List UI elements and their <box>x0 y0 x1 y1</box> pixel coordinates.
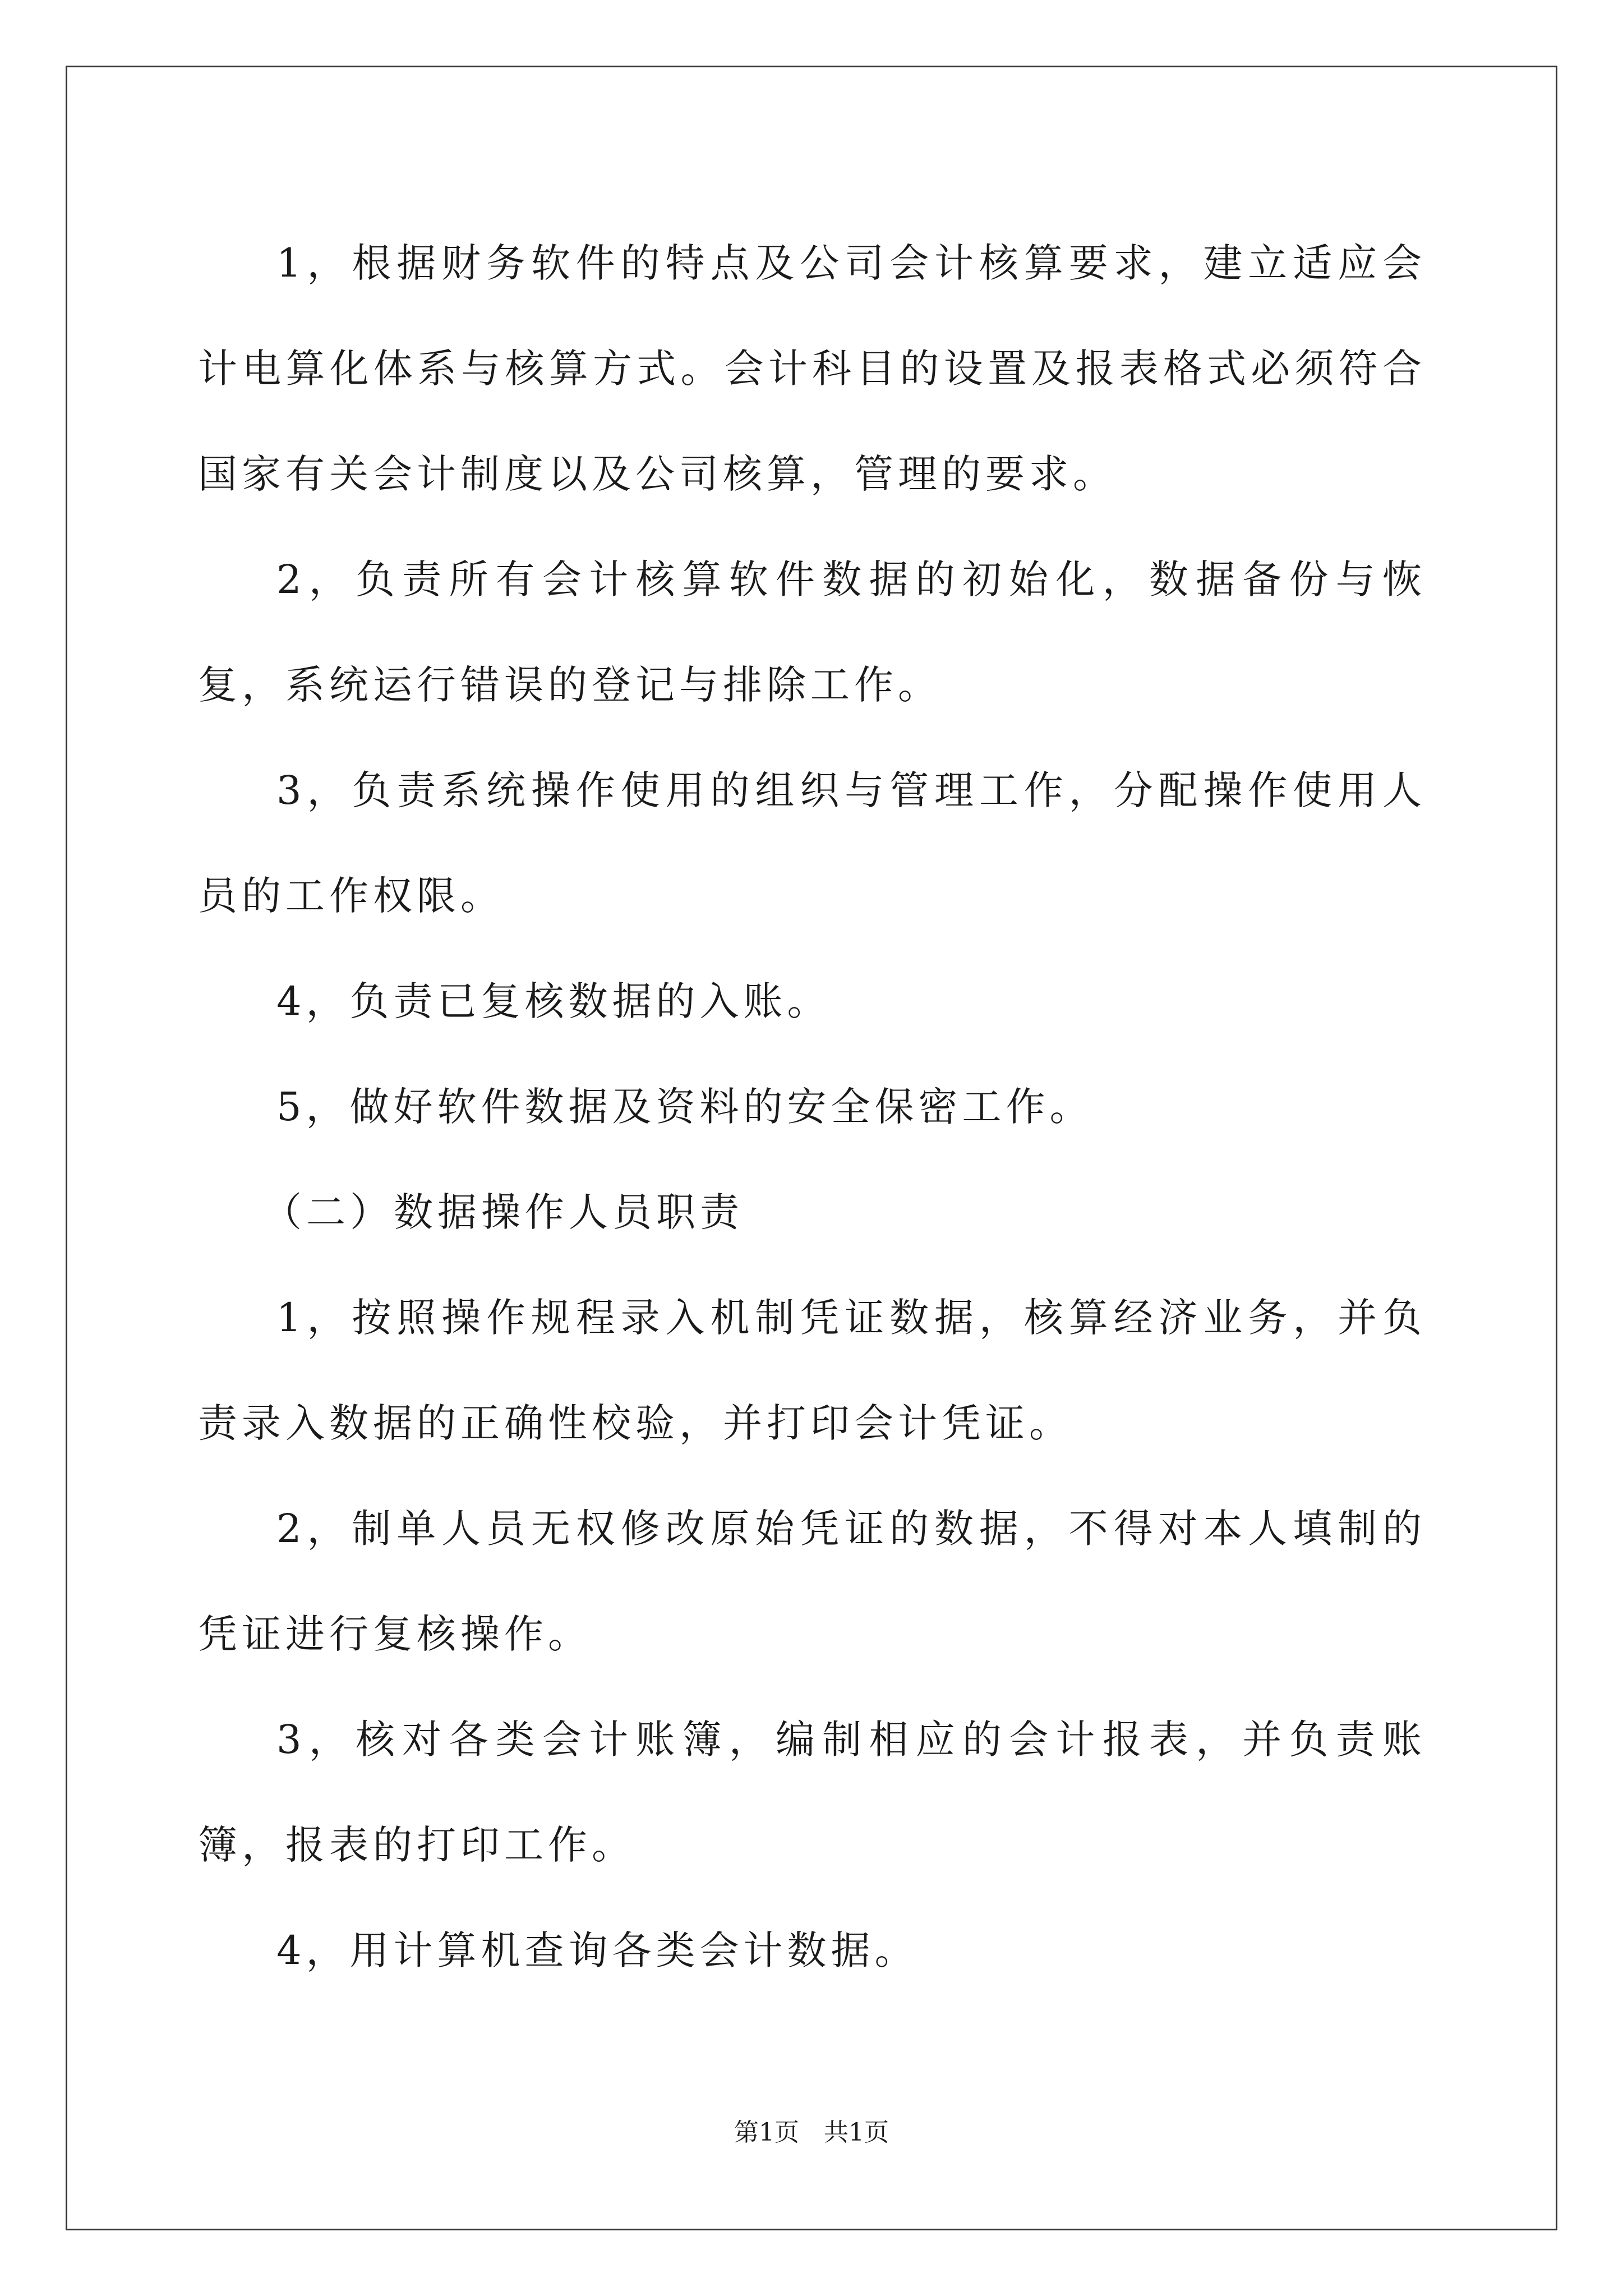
paragraph-7: 2，制单人员无权修改原始凭证的数据，不得对本人填制的凭证进行复核操作。 <box>198 1506 1426 1657</box>
paragraph-8: 3，核对各类会计账簿，编制相应的会计报表，并负责账簿，报表的打印工作。 <box>198 1717 1426 1868</box>
paragraph-4: 4，负责已复核数据的入账。 <box>276 978 831 1024</box>
page-footer: 第1页 共1页 <box>734 2118 889 2147</box>
document-body <box>198 210 1426 2003</box>
paragraph-2: 2，负责所有会计核算软件数据的初始化，数据备份与恢复，系统运行错误的登记与排除工作。 <box>198 556 1426 708</box>
paragraph-9: 4，用计算机查询各类会计数据。 <box>276 1927 919 1973</box>
paragraph-5: 5，做好软件数据及资料的安全保密工作。 <box>276 1084 1094 1130</box>
paragraph-6: 1，按照操作规程录入机制凭证数据，核算经济业务，并负责录入数据的正确性校验，并打印会计凭证。 <box>198 1295 1426 1446</box>
section-heading: （二）数据操作人员职责 <box>262 1189 744 1235</box>
paragraph-1: 1，根据财务软件的特点及公司会计核算要求，建立适应会计电算化体系与核算方式。会计科目的设置及报表格式必须符合国家有关会计制度以及公司核算，管理的要求。 <box>198 240 1426 497</box>
paragraph-3: 3，负责系统操作使用的组织与管理工作，分配操作使用人员的工作权限。 <box>198 767 1426 919</box>
